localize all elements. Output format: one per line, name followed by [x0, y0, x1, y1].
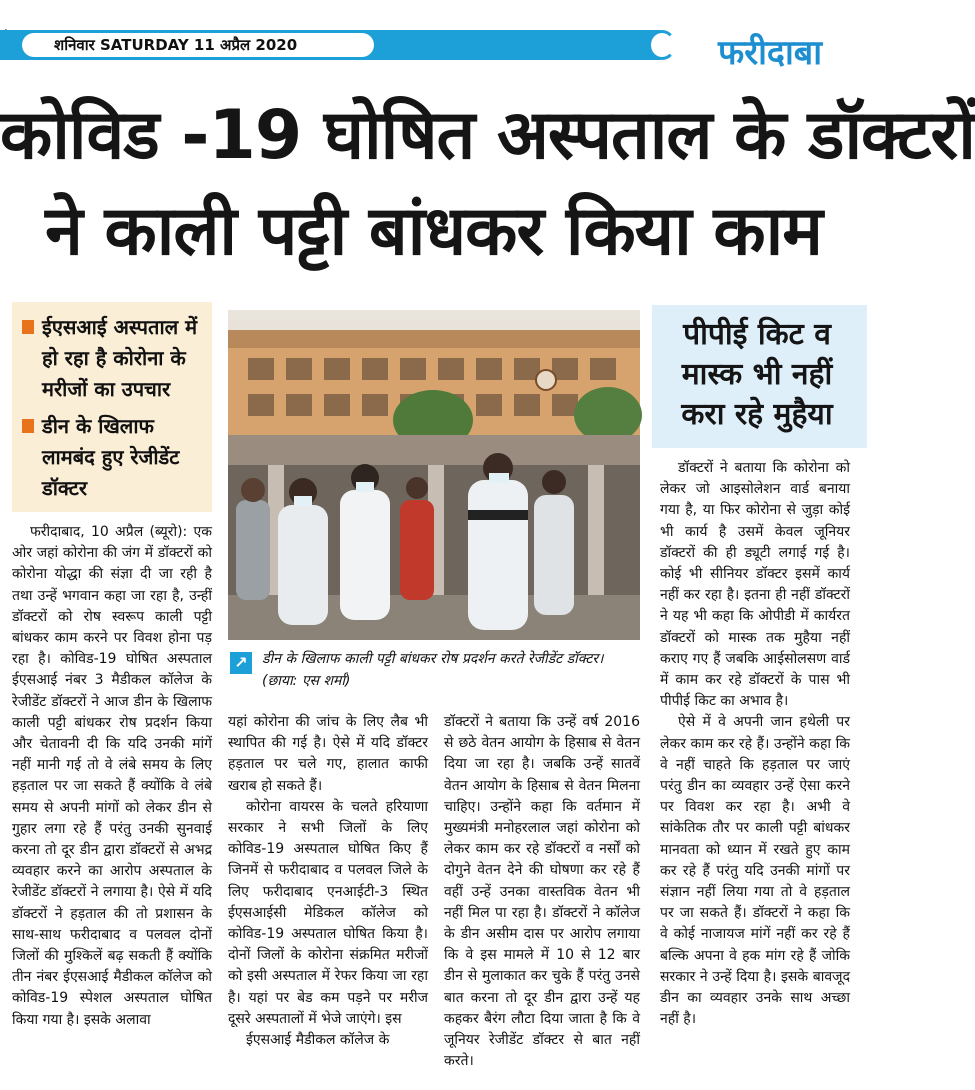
edition-name: फरीदाबा	[718, 33, 823, 73]
article-paragraph: फरीदाबाद, 10 अप्रैल (ब्यूरो): एक ओर जहां कोरोना की जंग में डॉक्टरों को कोरोना योद्धा की संज्ञा दी जा रही है तथा उन्हें भगवान कहा जा रहा है, उन्हीं डॉक्टरों को रोष स्वरूप काली पट्टी बांधकर काम करने पर विवश होना पड़ रहा है। कोविड-19 घोषित अस्पताल ईएसआई नंबर 3 मैडीकल कॉलेज के रेजीडेंट डॉक्टरों ने आज डीन के खिलाफ काली पट्टी बांधकर रोष प्रदर्शन किया और चेतावनी दी कि यदि उनकी मांगें नहीं मानी गई तो वे लंबे समय के लिए हड़ताल पर जा सकते हैं क्योंकि वे लंबे समय से अपनी मांगों को लेकर डीन से गुहार लगा रहे हैं परंतु उनकी सुनवाई करना तो दूर डीन द्वारा डॉक्टरों से अभद्र व्यवहार करने का आरोप अस्पताल के रेजीडेंट डॉक्टरों ने लगाया है। ऐसे में यदि डॉक्टरों ने हड़ताल की तो प्रशासन के साथ-साथ फरीदाबाद व पलवल दोनों जिलों की मुश्किलें बढ़ सकती हैं क्योंकि तीन नंबर ईएसआई मैडीकल कॉलेज को कोविड-19 स्पेशल अस्पताल घोषित किया गया है। इसके अलावा	[12, 524, 212, 1028]
dateline-text: शनिवार SATURDAY 11 अप्रैल 2020	[22, 33, 374, 57]
photo-caption	[228, 648, 640, 700]
sidebar-paragraph: डॉक्टरों ने बताया कि कोरोना को लेकर जो आइसोलेशन वार्ड बनाया गया है, या फिर कोरोना से जुड़ा कोई भी कार्य है उसमें केवल जूनियर डॉक्टरों की ही ड्यूटी लगाई गई है। कोई भी सीनियर डॉक्टर इसमें कार्य नहीं कर रहा है। इतना ही नहीं डॉक्टरों ने यह भी कहा कि ओपीडी में कार्यरत डॉक्टरों को मास्क तक मुहैया नहीं कराए गए हैं जबकि आईसोलसण वार्ड में काम कर रहे डॉक्टरों के पास भी पीपीई किट का अभाव है।	[660, 460, 850, 710]
article-paragraph: कोरोना वायरस के चलते हरियाणा सरकार ने सभी जिलों के लिए कोविड-19 अस्पताल घोषित किए हैं जिनमें से फरीदाबाद व पलवल जिले के लिए फरीदाबाद एनआईटी-3 स्थित ईएसआईसी मेडिकल कॉलेज को कोविड-19 अस्पताल घोषित किया है। दोनों जिलों के कोरोना संक्रमित मरीजों को इसी अस्पताल में रेफर किया जा रहा है। यहां पर बेड कम पड़ने पर मरीज दूसरे अस्पतालों में भेजे जाएंगे। इस	[228, 798, 428, 1027]
sidebar-paragraph: ऐसे में वे अपनी जान हथेली पर लेकर काम कर रहे हैं। उन्होंने कहा कि वे नहीं चाहते कि हड़ताल पर जाएं परंतु डीन का व्यवहार उन्हें ऐसा करने पर विवश कर रहा है। अभी वे सांकेतिक तौर पर काली पट्टी बांधकर मानवता को ध्यान में रखते हुए काम कर रहे हैं परंतु यदि उनकी मांगों पर संज्ञान नहीं लिया गया तो वे हड़ताल पर जा सकते हैं। डॉक्टरों ने कहा कि वे कोई नाजायज मांगें नहीं कर रहे हैं बल्कि अपना वे हक मांग रहे हैं जोकि सरकार ने उन्हें दिया है। इसके बावजूद डीन का व्यवहार उनके साथ अच्छा नहीं है।	[660, 714, 850, 1028]
highlight-text: डीन के खिलाफ लामबंद हुए रेजीडेंट डॉक्टर	[42, 414, 180, 500]
article-column-1	[12, 522, 212, 1031]
sidebar-title-box	[652, 305, 867, 448]
dateline-bar	[0, 30, 660, 60]
orange-square-bullet-icon	[22, 419, 34, 433]
headline-line-1: कोविड -19 घोषित अस्पताल के डॉक्टरों	[0, 96, 975, 175]
article-column-3	[444, 712, 640, 1072]
article-paragraph: ईएसआई मैडीकल कॉलेज के	[246, 1032, 390, 1049]
article-paragraph: डॉक्टरों ने बताया कि उन्हें वर्ष 2016 से छठे वेतन आयोग के हिसाब से वेतन दिया जा रहा है। जबकि उन्हें सातवें वेतन आयोग के हिसाब से वेतन मिलना चाहिए। उन्होंने कहा कि वर्तमान में मुख्यमंत्री मनोहरलाल जहां कोरोना को लेकर काम कर रहे डॉक्टरों व नर्सों को दोगुने वेतन देने की घोषणा कर रहे हैं वहीं उन्हें उनका वास्तविक वेतन भी नहीं मिल पा रहा है। डॉक्टरों ने कॉलेज के डीन असीम दास पर आरोप लगाया कि वे इस मामले में 10 से 12 बार डीन से मुलाकात कर चुके हैं परंतु उनसे बात करना तो दूर डीन द्वारा उन्हें यह कहकर बैरंग लौटा दिया जाता है कि वे जूनियर रेजीडेंट डॉक्टर से बात नहीं करते।	[444, 714, 640, 1070]
sidebar-title-line: करा रहे मुहैया	[681, 397, 833, 432]
headline-line-2: ने काली पट्टी बांधकर किया काम	[45, 192, 822, 271]
highlight-item	[22, 312, 206, 405]
arrow-up-right-icon: ↗	[230, 652, 252, 674]
orange-square-bullet-icon	[22, 320, 34, 334]
article-paragraph: यहां कोरोना की जांच के लिए लैब भी स्थापित की गई है। ऐसे में यदि डॉक्टर हड़ताल पर चले गए, हालात काफी खराब हो सकते हैं।	[228, 714, 428, 794]
sidebar-column	[660, 458, 850, 1030]
article-column-2	[228, 712, 428, 1051]
sidebar-title-line: मास्क भी नहीं	[681, 357, 833, 392]
sidebar-title-line: पीपीई किट व	[683, 317, 831, 352]
doctors-protest-photo	[228, 310, 640, 640]
highlight-item	[22, 411, 206, 504]
dateline-notch	[648, 30, 676, 60]
highlight-text: ईएसआई अस्पताल में हो रहा है कोरोना के मरीजों का उपचार	[42, 315, 198, 401]
headline	[0, 88, 975, 280]
highlights-box	[12, 302, 212, 512]
news-photo	[228, 310, 640, 640]
caption-text: डीन के खिलाफ काली पट्टी बांधकर रोष प्रदर्शन करते रेजीडेंट डॉक्टर। (छाया: एस शर्मा)	[262, 651, 604, 689]
sidebar-title	[652, 315, 862, 435]
